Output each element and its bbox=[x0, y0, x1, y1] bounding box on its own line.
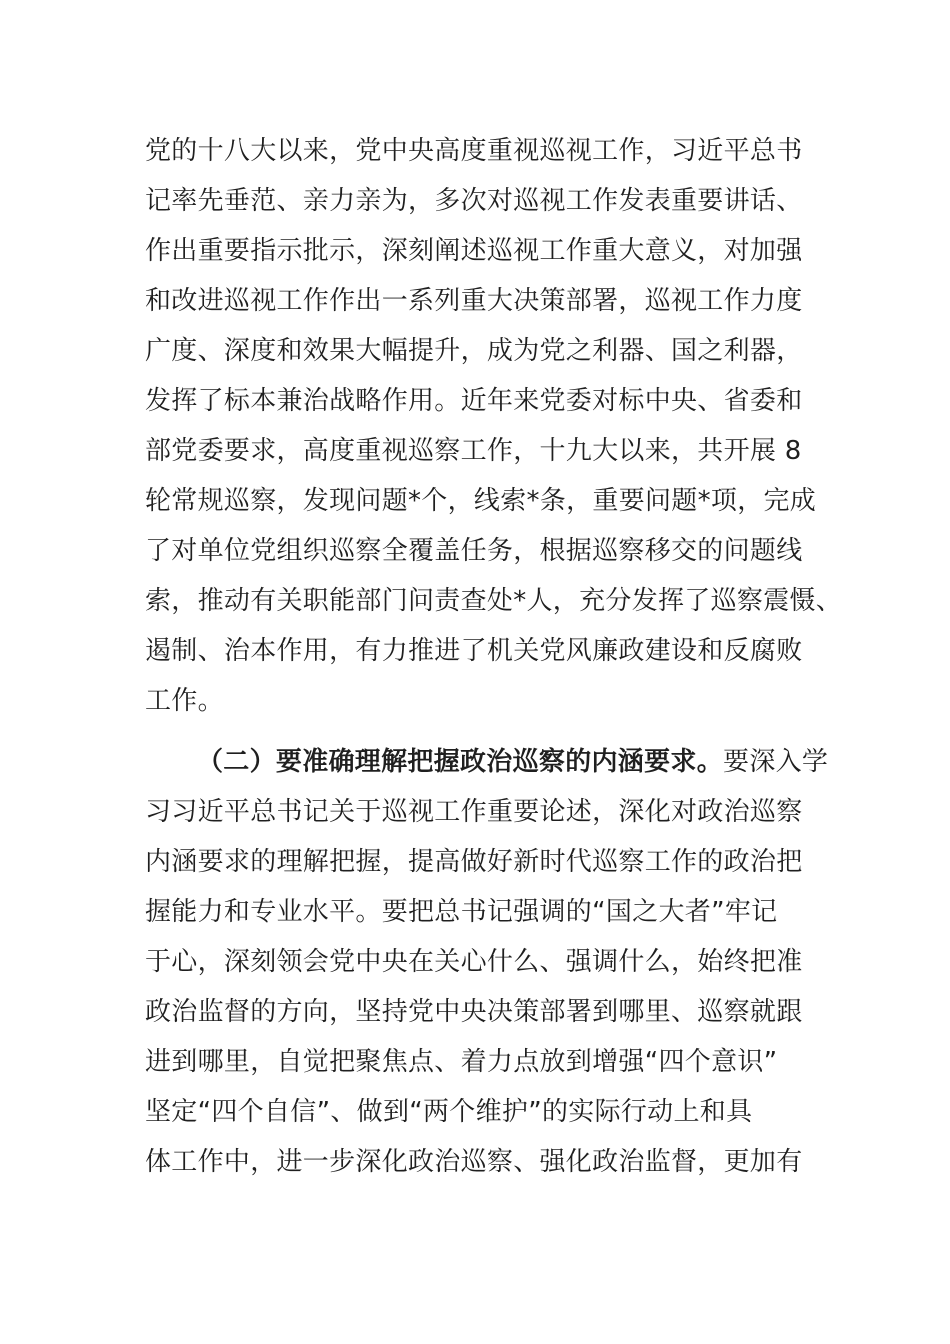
text-line: 和改进巡视工作作出一系列重大决策部署，巡视工作力度 bbox=[145, 286, 803, 316]
text-line: 内涵要求的理解把握，提高做好新时代巡察工作的政治把 bbox=[145, 847, 803, 877]
text-line: 坚定“四个自信”、做到“两个维护”的实际行动上和具 bbox=[145, 1097, 753, 1127]
text-line: 工作。 bbox=[145, 686, 224, 716]
text-line: 部党委要求，高度重视巡察工作，十九大以来，共开展 8 bbox=[145, 436, 802, 466]
section-heading: （二）要准确理解把握政治巡察的内涵要求。 bbox=[197, 747, 724, 777]
text-line: 遏制、治本作用，有力推进了机关党风廉政建设和反腐败 bbox=[145, 636, 803, 666]
text-line: 体工作中，进一步深化政治巡察、强化政治监督，更加有 bbox=[145, 1147, 803, 1177]
paragraph-2 bbox=[145, 737, 829, 1187]
text-line: 记率先垂范、亲力亲为，多次对巡视工作发表重要讲话、 bbox=[145, 186, 803, 216]
text-run: 要深入学 bbox=[723, 747, 829, 777]
text-line: 党的十八大以来，党中央高度重视巡视工作，习近平总书 bbox=[145, 136, 803, 166]
text-line: 发挥了标本兼治战略作用。近年来党委对标中央、省委和 bbox=[145, 386, 803, 416]
text-line: 于心，深刻领会党中央在关心什么、强调什么，始终把准 bbox=[145, 947, 803, 977]
text-line: 握能力和专业水平。要把总书记强调的“国之大者”牢记 bbox=[145, 897, 778, 927]
text-line: 广度、深度和效果大幅提升，成为党之利器、国之利器， bbox=[145, 336, 803, 366]
text-line: 政治监督的方向，坚持党中央决策部署到哪里、巡察就跟 bbox=[145, 997, 803, 1027]
text-line: 轮常规巡察，发现问题*个，线索*条，重要问题*项，完成 bbox=[145, 486, 817, 516]
text-line: 进到哪里，自觉把聚焦点、着力点放到增强“四个意识” bbox=[145, 1047, 778, 1077]
paragraph-2-first-line bbox=[145, 737, 829, 787]
text-line: 索，推动有关职能部门问责查处*人，充分发挥了巡察震慑、 bbox=[145, 586, 843, 616]
paragraph-1 bbox=[145, 126, 843, 726]
text-line: 了对单位党组织巡察全覆盖任务，根据巡察移交的问题线 bbox=[145, 536, 803, 566]
text-line: 作出重要指示批示，深刻阐述巡视工作重大意义，对加强 bbox=[145, 236, 803, 266]
text-line: 习习近平总书记关于巡视工作重要论述，深化对政治巡察 bbox=[145, 797, 803, 827]
